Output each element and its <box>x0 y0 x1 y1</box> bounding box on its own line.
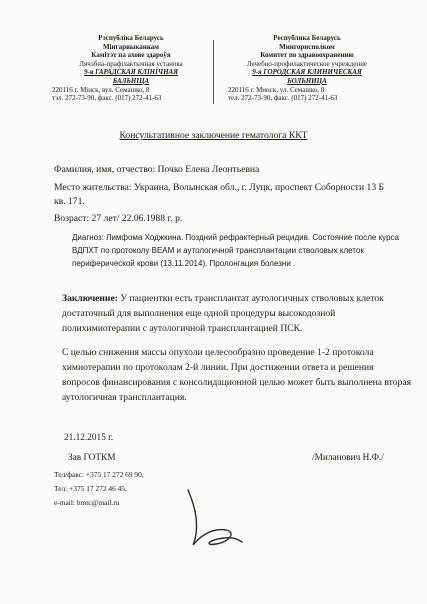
letterhead-line: Мингорисполком <box>279 42 335 51</box>
patient-address-cont: кв. 171. <box>54 196 85 207</box>
signer-position: Зав ГОТКМ <box>68 453 116 463</box>
document-title: Консультативное заключение гематолога ККТ <box>119 130 308 141</box>
contact-phone: Тел: +375 17 272 46 45, <box>54 484 127 493</box>
signature-icon <box>180 484 250 554</box>
letterhead-line: 9-я ГОРОДСКАЯ КЛИНИЧЕСКАЯ <box>252 68 362 77</box>
patient-age: Возраст: 27 лет/ 22.06.1988 г. р. <box>54 213 183 224</box>
letterhead-line: Камітэт па ахове здароўя <box>91 51 171 60</box>
letterhead-line: Лечебно-профилактическое учреждение <box>246 59 368 68</box>
letterhead-belarusian <box>46 34 216 103</box>
letterhead-line: 9-я ГАРАДСКАЯ КЛІНІЧНАЯ <box>83 68 179 77</box>
letterhead-line: БАЛЬНІЦА <box>112 76 150 85</box>
patient-name: Фамилия, имя, отчество: Почко Елена Леонтьевна <box>54 164 260 175</box>
letterhead-line: Республика Беларусь <box>273 34 341 42</box>
conclusion-text: У пациентки есть трансплантат аутологичных стволовых клеток <box>117 293 384 304</box>
document-date: 21.12.2015 г. <box>64 433 114 443</box>
contact-email: e-mail: bmtc@mail.ru <box>54 498 120 507</box>
letterhead-russian <box>222 34 392 103</box>
conclusion-line: достаточный для выполнения еще одной процедуры высокодозной <box>62 308 336 319</box>
letterhead-line: Рэспубліка Беларусь <box>98 34 164 42</box>
diagnosis-line: периферической крови (13.11.2014). Пролонгация болезни . <box>72 259 296 268</box>
letterhead-line: Мінгарвыканкам <box>102 42 160 51</box>
letterhead-phone: тэл. 272-73-90, факс. (017) 272-41-63 <box>52 94 162 103</box>
conclusion-label: Заключение: <box>62 293 118 304</box>
conclusion-line: полихимиотерапии с аутологичной трансплантацией ПСК. <box>62 323 303 334</box>
diagnosis-line: ВДПХТ по протоколу BEAM и аутологичной трансплантации стволовых клеток <box>72 246 364 255</box>
letterhead-line: БОЛЬНИЦА <box>287 76 327 85</box>
recommendation-line: вопросов финансирования с консолидационной целью может быть выполнена вторая <box>62 377 411 388</box>
letterhead-divider <box>213 40 214 104</box>
diagnosis-line: Диагноз: Лимфома Ходжкина. Поздний рефрактерный рецидив. Состояние после курса <box>72 233 399 242</box>
recommendation-line: аутологичная трансплантация. <box>62 392 187 403</box>
contact-phone-fax: Тел/факс: +375 17 272 69 90, <box>54 470 144 479</box>
letterhead-line: Комитет по здравоохранению <box>260 51 354 60</box>
letterhead-phone: тел. 272-73-90, факс. (017) 272-41-63 <box>228 94 338 103</box>
letterhead-address: 220116 г. Минск, ул. Семашко, 8 <box>228 85 325 94</box>
recommendation-line: химиотерапии по протоколам 2-й линии. При достижении ответа и решения <box>62 362 374 373</box>
letterhead-address: 220116 г. Мінск, вул. Семашко, 8 <box>52 85 150 94</box>
recommendation-line: С целью снижения массы опухоли целесообразно проведение 1-2 протокола <box>62 347 374 358</box>
conclusion-line <box>62 292 412 306</box>
signer-name: /Миланович Н.Ф./ <box>312 453 384 463</box>
patient-address: Место жительства: Украина, Волынская обл., г. Луцк, проспект Соборности 13 Б <box>54 182 385 193</box>
letterhead-line: Лячэбна-прафілактычная установа <box>79 59 183 68</box>
